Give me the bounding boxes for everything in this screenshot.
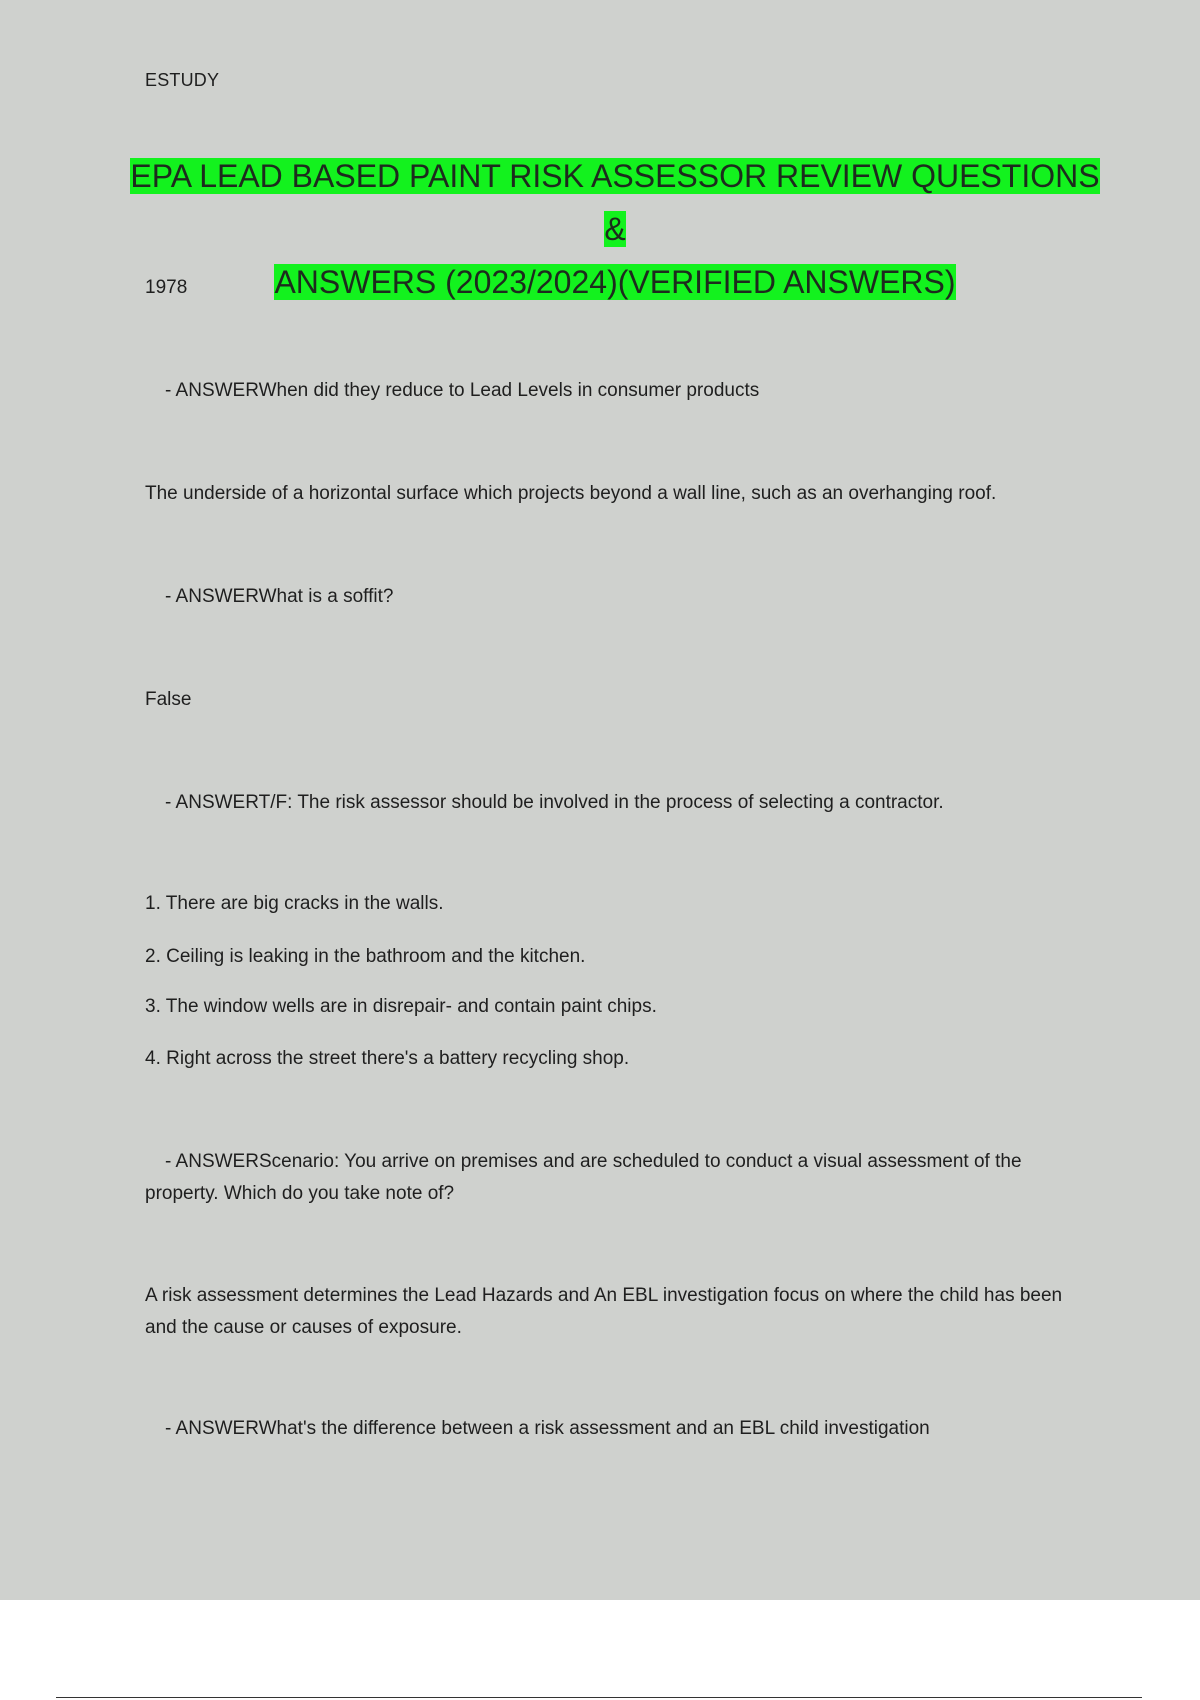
qa-term-3: False [145,689,192,710]
qa-answer-5: - ANSWERWhat's the difference between a risk assessment and an EBL child investigation [165,1418,930,1439]
list-item: 2. Ceiling is leaking in the bathroom and the kitchen. [145,946,586,967]
qa-answer-1: - ANSWERWhen did they reduce to Lead Levels in consumer products [165,380,760,401]
qa-answer-2: - ANSWERWhat is a soffit? [165,586,394,607]
qa-answer-3: - ANSWERT/F: The risk assessor should be involved in the process of selecting a contractor. [165,792,944,813]
qa-term-5: A risk assessment determines the Lead Hazards and An EBL investigation focus on where the child has been and the cause or causes of exposure. [145,1285,1063,1338]
list-item: 4. Right across the street there's a battery recycling shop. [145,1048,630,1069]
qa-term-1: 1978 [145,277,188,298]
title-line-2: ANSWERS (2023/2024)(VERIFIED ANSWERS) [274,264,956,300]
header-label: ESTUDY [145,70,220,90]
qa-term-2: The underside of a horizontal surface which projects beyond a wall line, such as an overhanging roof. [145,483,997,504]
list-item: 3. The window wells are in disrepair- and contain paint chips. [145,996,657,1017]
list-item: 1. There are big cracks in the walls. [145,893,444,914]
footer-divider [56,1697,1142,1698]
title-line-1: EPA LEAD BASED PAINT RISK ASSESSOR REVIEW QUESTIONS & [130,158,1100,247]
qa-answer-4: - ANSWERScenario: You arrive on premises and are scheduled to conduct a visual assessment of the property. Which do you take note of? [145,1151,1022,1204]
